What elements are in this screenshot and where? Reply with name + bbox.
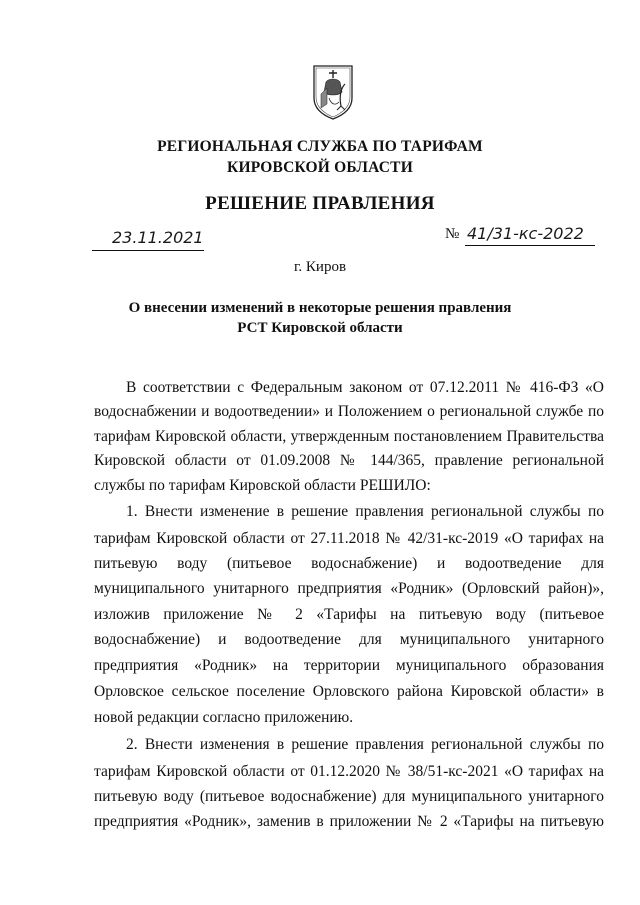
body-line: питьевую воду (питьевое водоснабжение) для муниципального унитарного: [94, 788, 604, 805]
body-line: Орловское сельское поселение Орловского района Кировской области» в: [94, 683, 604, 700]
coat-of-arms-emblem: [311, 62, 355, 120]
organization-name-line2: КИРОВСКОЙ ОБЛАСТИ: [227, 159, 413, 176]
body-line: муниципального унитарного предприятия «Родник» (Орловский район)»,: [94, 580, 604, 597]
date-field: [92, 226, 204, 251]
subject-line1: О внесении изменений в некоторые решения правления: [128, 300, 512, 316]
body-line: водоснабжении и водоотведении» и Положением о региональной службе по: [94, 403, 604, 420]
body-line: тарифам Кировской области от 01.12.2020 № 38/51-кс-2021 «О тарифах на: [94, 763, 604, 780]
handwritten-number: 41/31-кс-2022: [467, 224, 584, 243]
organization-name-line1: РЕГИОНАЛЬНАЯ СЛУЖБА ПО ТАРИФАМ: [157, 138, 483, 155]
document-title: РЕШЕНИЕ ПРАВЛЕНИЯ: [205, 193, 435, 214]
body-line: В соответствии с Федеральным законом от 07.12.2011 № 416-ФЗ «О: [126, 379, 604, 396]
number-field: [445, 222, 595, 246]
handwritten-date: 23.11.2021: [112, 228, 204, 247]
body-line: предприятия «Родник», заменив в приложении № 2 «Тарифы на питьевую: [94, 813, 604, 830]
body-line: водоснабжение) и водоотведение для муниципального унитарного: [94, 631, 604, 648]
body-line: 2. Внести изменения в решение правления региональной службы по: [126, 736, 604, 753]
number-sign: №: [445, 226, 460, 242]
number-underline: [465, 245, 595, 246]
body-line: тарифам Кировской области от 27.11.2018 № 42/31-кс-2019 «О тарифах на: [94, 530, 604, 547]
body-line: изложив приложение № 2 «Тарифы на питьевую воду (питьевое: [94, 606, 604, 623]
body-line: новой редакции согласно приложению.: [94, 709, 354, 726]
body-line: 1. Внести изменение в решение правления региональной службы по: [126, 503, 604, 520]
body-line: службы по тарифам Кировской области РЕШИЛО:: [94, 477, 431, 494]
body-line: тарифам Кировской области, утвержденным постановлением Правительства: [94, 428, 604, 445]
city: г. Киров: [293, 259, 347, 275]
subject-line2: РСТ Кировской области: [237, 320, 403, 336]
body-line: Кировской области от 01.09.2008 № 144/365, правление региональной: [94, 452, 604, 469]
body-line: предприятия «Родник» на территории муниципального образования: [94, 657, 604, 674]
body-line: питьевую воду (питьевое водоснабжение) и водоотведение для: [94, 555, 604, 572]
